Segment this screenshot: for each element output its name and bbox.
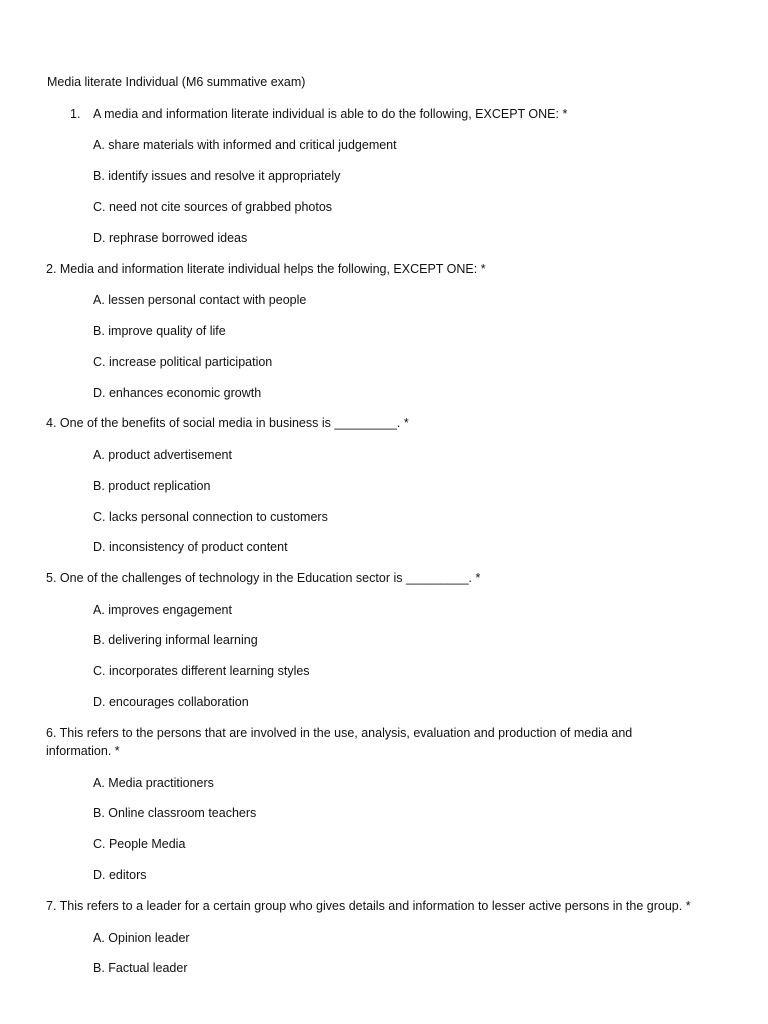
option-4c: C. lacks personal connection to customers (93, 510, 328, 524)
option-4a: A. product advertisement (93, 448, 232, 462)
question-5: 5. One of the challenges of technology in the Education sector is _________. * (46, 571, 481, 585)
option-1b: B. identify issues and resolve it appropriately (93, 169, 341, 183)
option-2d: D. enhances economic growth (93, 386, 262, 400)
question-1 (70, 105, 710, 123)
option-1d: D. rephrase borrowed ideas (93, 231, 248, 245)
question-number: 1. (70, 107, 81, 121)
question-2: 2. Media and information literate individual helps the following, EXCEPT ONE: * (46, 262, 486, 276)
question-7: 7. This refers to a leader for a certain group who gives details and information to lesser active persons in the group. * (46, 899, 691, 913)
question-4: 4. One of the benefits of social media in business is _________. * (46, 416, 409, 430)
option-4d: D. inconsistency of product content (93, 540, 288, 554)
option-5b: B. delivering informal learning (93, 633, 258, 647)
option-1a: A. share materials with informed and critical judgement (93, 138, 397, 152)
option-5a: A. improves engagement (93, 603, 232, 617)
option-6c: C. People Media (93, 837, 186, 851)
option-6d: D. editors (93, 868, 147, 882)
option-4b: B. product replication (93, 479, 211, 493)
exam-title: Media literate Individual (M6 summative exam) (47, 75, 306, 89)
option-1c: C. need not cite sources of grabbed photos (93, 200, 333, 214)
option-6b: B. Online classroom teachers (93, 806, 257, 820)
option-2b: B. improve quality of life (93, 324, 226, 338)
question-text: A media and information literate individual is able to do the following, EXCEPT ONE: * (93, 107, 568, 121)
option-2a: A. lessen personal contact with people (93, 293, 307, 307)
question-6: 6. This refers to the persons that are involved in the use, analysis, evaluation and production of media and information. * (46, 726, 633, 758)
option-5d: D. encourages collaboration (93, 695, 249, 709)
option-7a: A. Opinion leader (93, 931, 190, 945)
option-2c: C. increase political participation (93, 355, 273, 369)
option-5c: C. incorporates different learning styles (93, 664, 310, 678)
option-7b: B. Factual leader (93, 961, 188, 975)
option-6a: A. Media practitioners (93, 776, 214, 790)
